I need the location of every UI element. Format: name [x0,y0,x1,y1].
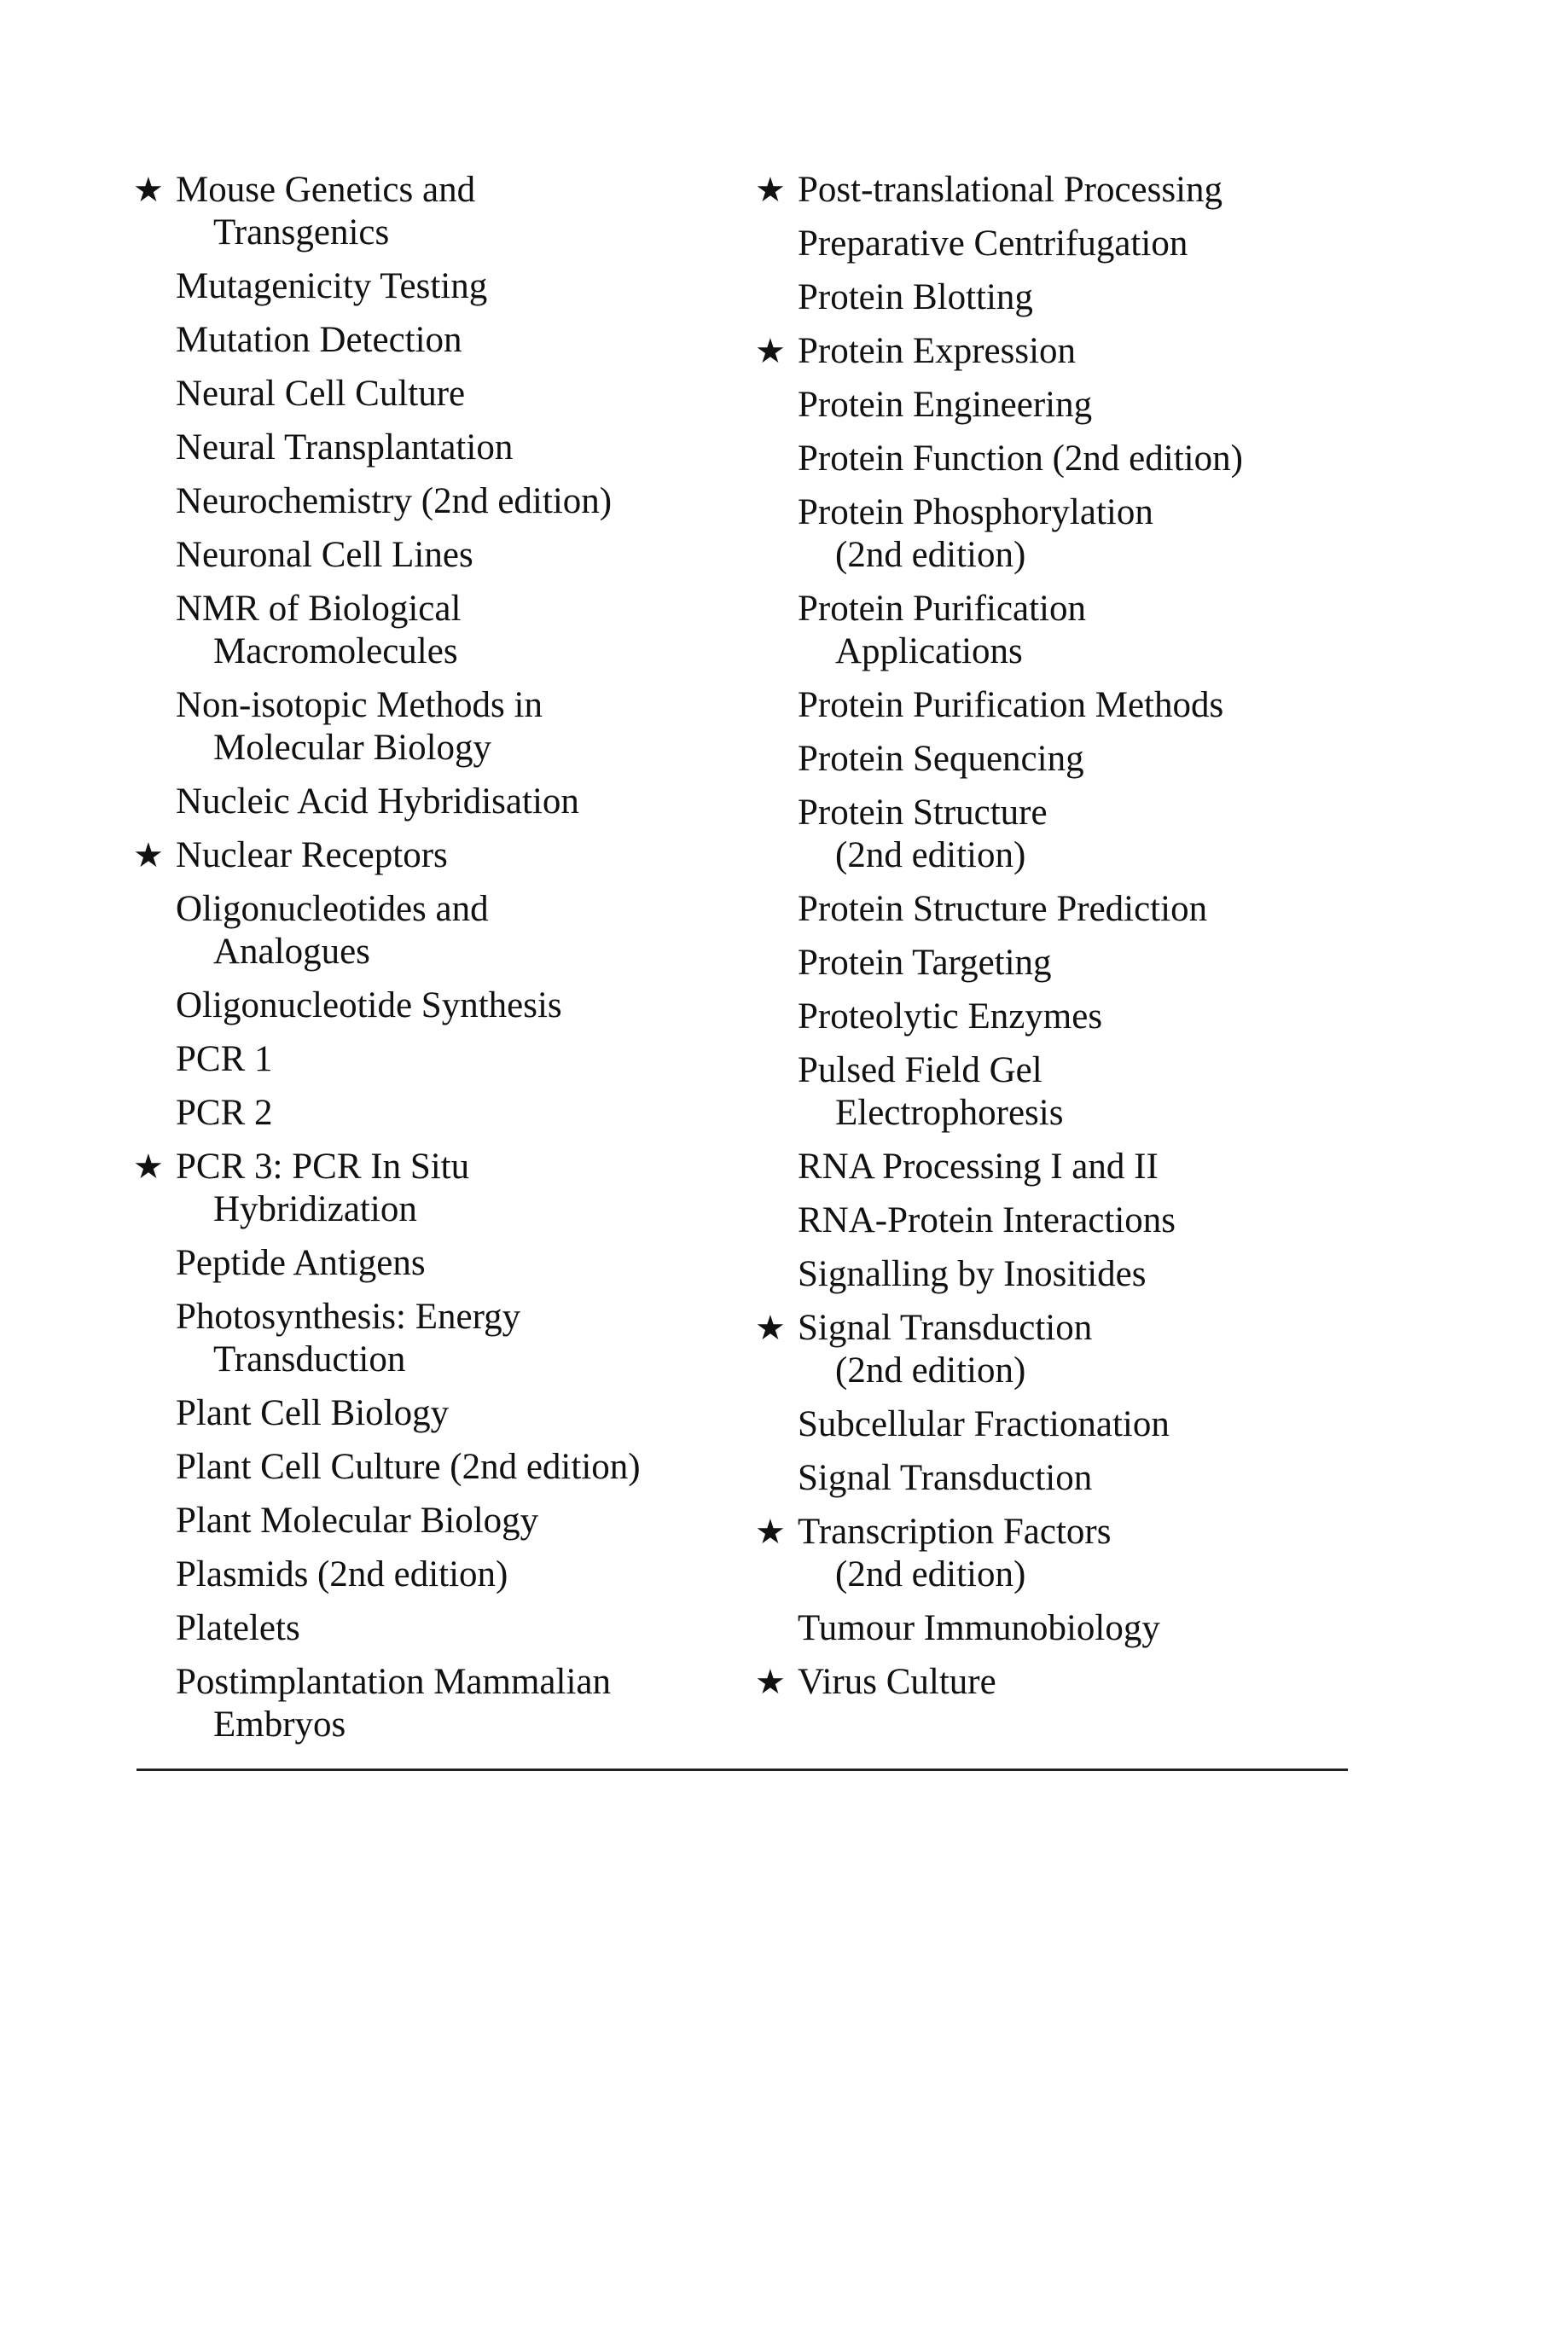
list-item [798,942,1395,984]
item-title: RNA-Protein Interactions [798,1200,1176,1240]
item-title: Transcription Factors [798,1512,1112,1552]
list-item [176,588,773,673]
list-item [176,781,773,823]
list-item [798,1199,1395,1242]
star-icon: ★ [755,171,786,210]
list-item [798,491,1395,577]
item-title: Photosynthesis: Energy [176,1297,521,1337]
item-title-continued: Electrophoresis [835,1093,1064,1133]
item-title: Subcellular Fractionation [798,1404,1170,1444]
item-title: Oligonucleotide Synthesis [176,985,562,1025]
item-title-continued: Transgenics [213,212,390,253]
right-column-list [755,169,1395,1715]
list-item [798,738,1395,781]
item-title: Non-isotopic Methods in [176,685,543,725]
left-column-list [133,169,773,1757]
item-title: Protein Function (2nd edition) [798,439,1243,479]
item-title: Neural Transplantation [176,427,514,468]
item-title: Platelets [176,1608,300,1648]
item-title: Protein Purification [798,589,1086,629]
item-title: Neurochemistry (2nd edition) [176,481,613,521]
star-icon: ★ [133,836,164,875]
star-icon: ★ [755,1309,786,1348]
item-title-continued: Transduction [213,1339,406,1379]
list-item [755,1511,1395,1596]
list-item [798,384,1395,427]
list-item [176,480,773,523]
star-icon: ★ [133,1147,164,1187]
list-item [176,534,773,577]
item-title: Tumour Immunobiology [798,1608,1160,1648]
item-title: Protein Blotting [798,277,1033,317]
list-item [176,1092,773,1135]
bottom-rule [136,1769,1348,1771]
item-title: NMR of Biological [176,589,462,629]
item-title: RNA Processing I and II [798,1147,1159,1187]
list-item [755,1307,1395,1392]
item-title-continued: (2nd edition) [835,835,1026,875]
list-item [176,684,773,770]
item-title: Protein Phosphorylation [798,492,1153,532]
list-item [798,792,1395,877]
item-title: PCR 1 [176,1039,273,1079]
item-title: Mutagenicity Testing [176,266,488,306]
item-title: Mutation Detection [176,320,462,360]
item-title-continued: (2nd edition) [835,1350,1026,1391]
list-item [798,1049,1395,1135]
list-item [133,834,773,877]
item-title: Postimplantation Mammalian [176,1662,611,1702]
list-item [176,427,773,469]
list-item [176,1607,773,1650]
list-item [176,984,773,1027]
item-title: Protein Structure [798,793,1048,833]
list-item [176,1242,773,1285]
list-item [798,1457,1395,1500]
item-title: PCR 2 [176,1093,273,1133]
star-icon: ★ [755,1513,786,1552]
item-title: Plant Molecular Biology [176,1501,539,1541]
list-item [798,438,1395,480]
list-item [798,588,1395,673]
item-title: Oligonucleotides and [176,889,489,929]
list-item [176,1038,773,1081]
list-item [176,1392,773,1435]
item-title: Protein Targeting [798,943,1052,983]
item-title: Signalling by Inositides [798,1254,1147,1294]
list-item [798,1607,1395,1650]
list-item [176,265,773,308]
item-title: Pulsed Field Gel [798,1050,1042,1090]
list-item [176,373,773,415]
list-item [176,1661,773,1746]
star-icon: ★ [755,1663,786,1702]
list-item [755,330,1395,373]
item-title: Virus Culture [798,1662,996,1702]
item-title: Protein Purification Methods [798,685,1224,725]
item-title: Protein Structure Prediction [798,889,1208,929]
item-title: Protein Expression [798,331,1077,371]
list-item [133,1146,773,1231]
list-item [798,1253,1395,1296]
list-item [798,1403,1395,1446]
item-title: Mouse Genetics and [176,170,476,210]
list-item [798,223,1395,265]
list-item [798,1146,1395,1188]
list-item [798,684,1395,727]
list-item [798,996,1395,1038]
item-title-continued: Macromolecules [213,631,458,671]
star-icon: ★ [755,332,786,371]
item-title: Preparative Centrifugation [798,224,1188,264]
list-item [176,1554,773,1596]
item-title: Plant Cell Biology [176,1393,450,1433]
item-title: Protein Engineering [798,385,1093,425]
list-item [798,888,1395,931]
item-title: Plant Cell Culture (2nd edition) [176,1447,641,1487]
item-title-continued: Molecular Biology [213,728,492,768]
item-title: Signal Transduction [798,1458,1093,1498]
item-title-continued: (2nd edition) [835,535,1026,575]
item-title-continued: (2nd edition) [835,1554,1026,1594]
list-item [176,1446,773,1489]
list-item [176,319,773,362]
item-title: Neural Cell Culture [176,374,466,414]
item-title: Post-translational Processing [798,170,1223,210]
item-title: Peptide Antigens [176,1243,426,1283]
item-title: Protein Sequencing [798,739,1084,779]
item-title-continued: Embryos [213,1705,346,1745]
star-icon: ★ [133,171,164,210]
item-title: Neuronal Cell Lines [176,535,473,575]
list-item [133,169,773,254]
item-title: Nucleic Acid Hybridisation [176,781,579,822]
item-title-continued: Hybridization [213,1189,417,1229]
item-title: Nuclear Receptors [176,835,448,875]
list-item [755,169,1395,212]
item-title: Signal Transduction [798,1308,1093,1348]
list-item [755,1661,1395,1704]
list-item [798,276,1395,319]
list-item [176,888,773,973]
item-title-continued: Analogues [213,932,370,972]
list-item [176,1296,773,1381]
item-title-continued: Applications [835,631,1023,671]
item-title: PCR 3: PCR In Situ [176,1147,470,1187]
item-title: Proteolytic Enzymes [798,996,1103,1037]
item-title: Plasmids (2nd edition) [176,1554,508,1594]
list-item [176,1500,773,1542]
